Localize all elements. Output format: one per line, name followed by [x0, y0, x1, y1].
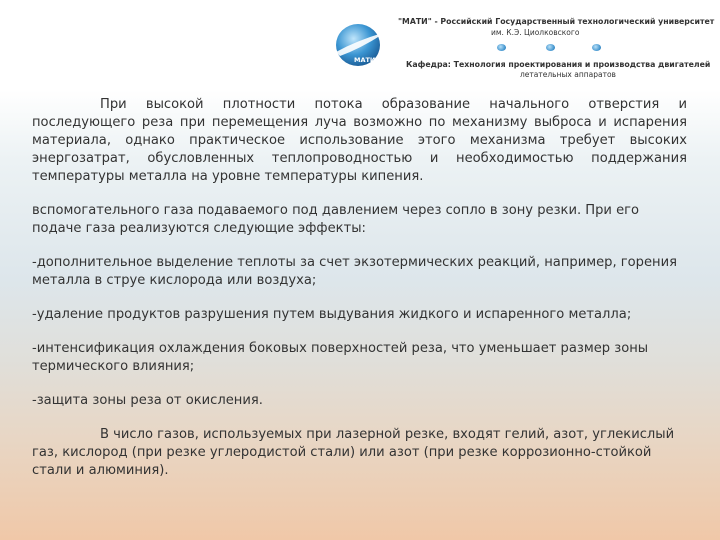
university-subtitle: им. К.Э. Циолковского — [491, 28, 580, 37]
paragraph-gases: В число газов, используемых при лазерной резке, входят гелий, азот, углекислый газ, кислород (при резке углеродистой стали) или азот (при резке коррозионно-стойкой стали и алюминия). — [32, 427, 675, 478]
effect-cooling: -интенсификация охлаждения боковых поверхностей реза, что уменьшает размер зоны термического влияния; — [32, 341, 649, 374]
slide-text — [32, 96, 687, 496]
effect-removal: -удаление продуктов разрушения путем выдувания жидкого и испаренного металла; — [32, 307, 632, 322]
university-name: "МАТИ" - Российский Государственный технологический университет — [398, 17, 715, 26]
effect-protection: -защита зоны реза от окисления. — [32, 393, 263, 408]
orbit-icon — [592, 44, 601, 51]
logo-text: МАТИ — [354, 56, 376, 64]
mati-logo — [332, 22, 390, 72]
department-name: Кафедра: Технология проектирования и производства двигателей — [406, 60, 711, 69]
orbit-icon — [546, 44, 555, 51]
page-header — [0, 0, 720, 90]
effect-heat: -дополнительное выделение теплоты за счет экзотермических реакций, например, горения металла в струе кислорода или воздуха; — [32, 255, 677, 288]
department-subtitle: летательных аппаратов — [520, 70, 616, 79]
paragraph-intro: При высокой плотности потока образование начального отверстия и последующего реза при перемещения луча возможно по механизму выброса и испарения материала, однако практическое использование этого механизма требует высоких энергозатрат, обусловленных теплопроводностью и необходимостью поддержания температуры металла на уровне температуры кипения. — [32, 97, 687, 184]
paragraph-gas: вспомогательного газа подаваемого под давлением через сопло в зону резки. При его подаче газа реализуются следующие эффекты: — [32, 203, 640, 236]
orbit-icon — [497, 44, 506, 51]
